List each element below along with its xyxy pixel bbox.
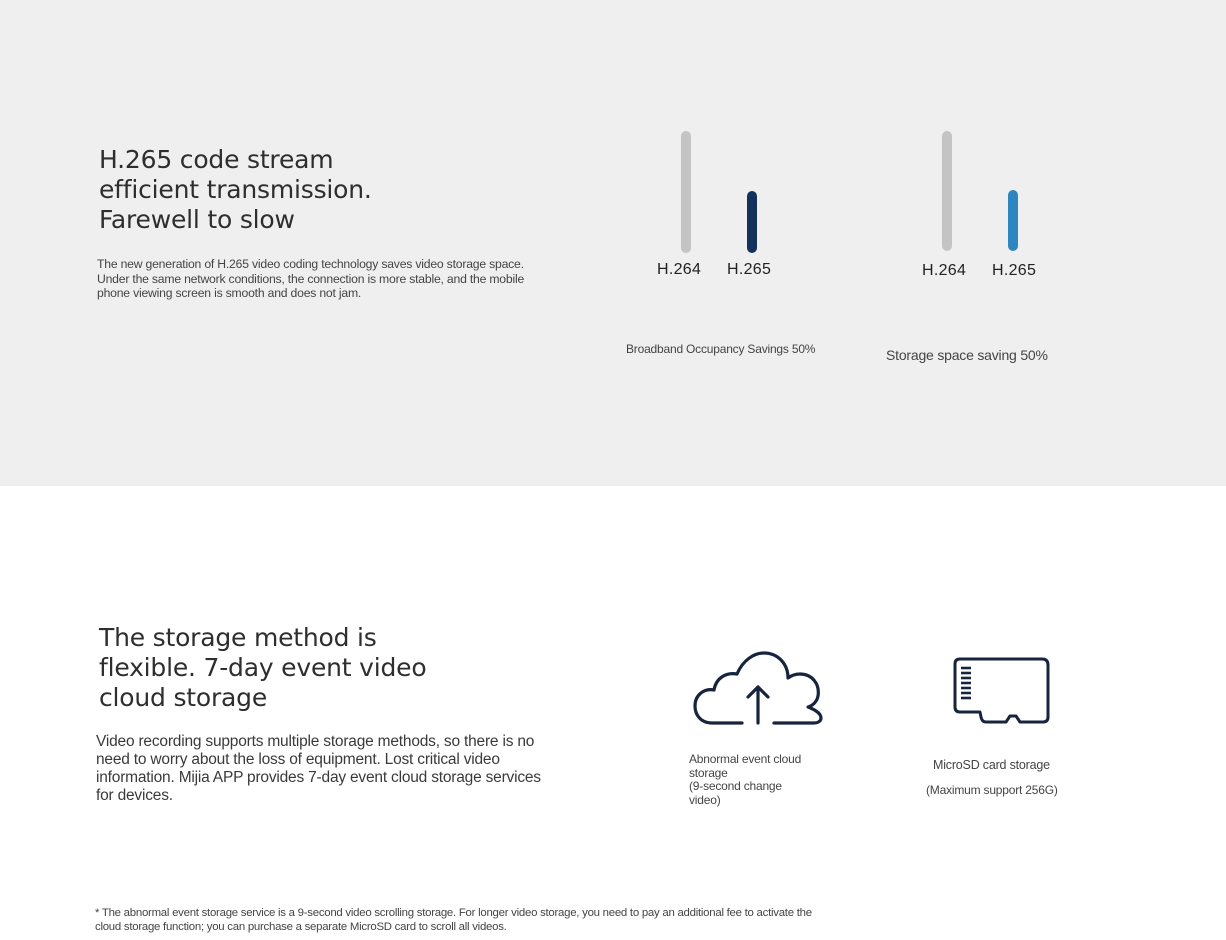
cloud-storage-caption (689, 753, 824, 807)
h265-headline (99, 145, 439, 235)
h265-bandwidth-bar (747, 191, 757, 253)
caption-line: (9-second change (689, 779, 782, 793)
headline-line: The storage method is (99, 623, 377, 652)
bar-label-h264: H.264 (657, 261, 702, 278)
storage-headline (99, 623, 459, 713)
h264-bandwidth-bar (681, 131, 691, 253)
headline-line: flexible. 7-day event video (99, 653, 427, 682)
caption-line: storage (689, 765, 728, 780)
microsd-capacity-caption: (Maximum support 256G) (926, 783, 1058, 797)
caption-line: video) (689, 792, 721, 807)
storage-saving-caption: Storage space saving 50% (886, 347, 1048, 363)
bandwidth-saving-caption: Broadband Occupancy Savings 50% (626, 342, 816, 356)
cloud-upload-icon (692, 650, 824, 728)
caption-line: Abnormal event cloud (689, 752, 802, 766)
headline-line: cloud storage (99, 683, 268, 712)
microsd-storage-caption: MicroSD card storage (933, 758, 1050, 772)
h265-description: The new generation of H.265 video coding technology saves video storage space. Under the same network conditions, the connection is more stable, and the mobile phone viewing screen is smooth and does not jam. (97, 257, 525, 301)
headline-line: H.265 code stream (99, 145, 334, 174)
headline-line: efficient transmission. (99, 175, 372, 204)
storage-description: Video recording supports multiple storage methods, so there is no need to worry about the loss of equipment. Lost critical video information. Mijia APP provides 7-day event cloud storage services for devices. (96, 733, 541, 804)
bar-label-h265: H.265 (727, 261, 772, 278)
headline-line: Farewell to slow (99, 205, 295, 234)
h265-storage-bar (1008, 190, 1018, 251)
footnote: * The abnormal event storage service is a 9-second video scrolling storage. For longer video storage, you need to pay an additional fee to activate the cloud storage function; you can purchase a separate MicroSD card to scroll all videos. (95, 907, 812, 933)
microsd-card-icon (952, 657, 1052, 727)
bar-label-h264: H.264 (922, 262, 967, 279)
bar-label-h265: H.265 (992, 262, 1037, 279)
h264-storage-bar (942, 131, 952, 251)
